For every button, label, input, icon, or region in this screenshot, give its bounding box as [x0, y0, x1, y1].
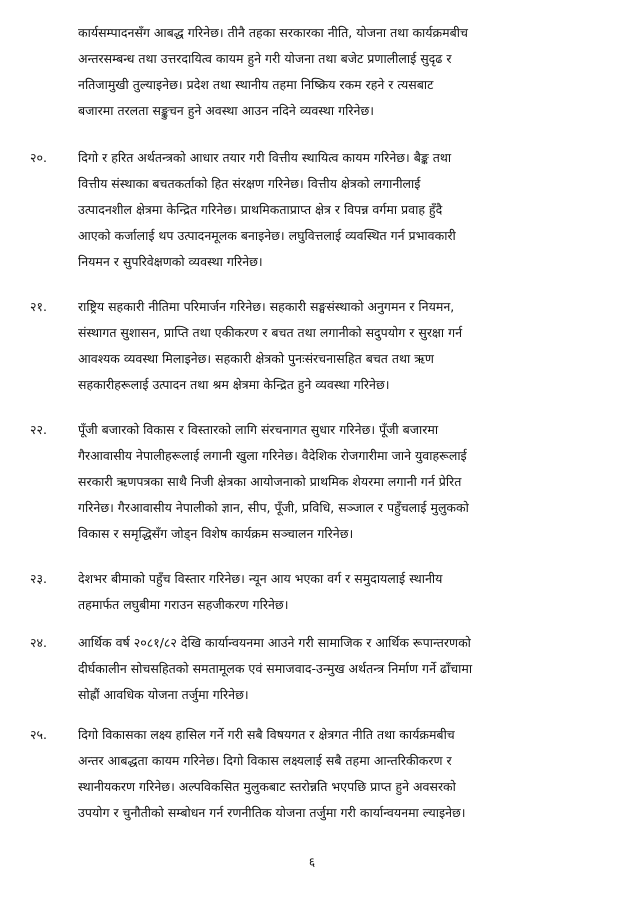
text-line: आवश्यक व्यवस्था मिलाइनेछ। सहकारी क्षेत्रको पुनःसंरचनासहित बचत तथा ऋण: [78, 351, 434, 366]
text-line: सहकारीहरूलाई उत्पादन तथा श्रम क्षेत्रमा केन्द्रित हुने व्यवस्था गरिनेछ।: [78, 377, 390, 392]
paragraph-22: [78, 417, 590, 547]
paragraph-number: २३.: [30, 571, 47, 586]
text-line: गरिनेछ। गैरआवासीय नेपालीको ज्ञान, सीप, पूँजी, प्रविधि, सञ्जाल र पहुँचलाई मुलुकको: [78, 500, 469, 515]
text-line: संस्थागत सुशासन, प्राप्ति तथा एकीकरण र बचत तथा लगानीको सदुपयोग र सुरक्षा गर्न: [78, 325, 463, 340]
paragraph-23: [78, 566, 590, 618]
text-line: स्थानीयकरण गरिनेछ। अल्पविकसित मुलुकबाट स्तरोन्नति भएपछि प्राप्त हुने अवसरको: [78, 779, 456, 794]
text-line: उत्पादनशील क्षेत्रमा केन्द्रित गरिनेछ। प्राथमिकताप्राप्त क्षेत्र र विपन्न वर्गमा प्रवाह हुँदै: [78, 202, 443, 217]
text-line: कार्यसम्पादनसँग आबद्ध गरिनेछ। तीनै तहका सरकारका नीति, योजना तथा कार्यक्रमबीच: [78, 25, 468, 40]
text-line: नतिजामुखी तुल्याइनेछ। प्रदेश तथा स्थानीय तहमा निष्क्रिय रकम रहने र त्यसबाट: [78, 77, 434, 92]
text-line: सरकारी ऋणपत्रका साथै निजी क्षेत्रका आयोजनाको प्राथमिक शेयरमा लगानी गर्न प्रेरित: [78, 474, 462, 489]
paragraph-20: [78, 145, 590, 275]
paragraph-24: [78, 630, 590, 708]
text-line: दीर्घकालीन सोचसहितको समतामूलक एवं समाजवाद-उन्मुख अर्थतन्त्र निर्माण गर्ने ढाँचामा: [78, 661, 473, 676]
page-number: ६: [308, 855, 316, 869]
text-line: दिगो विकासका लक्ष्य हासिल गर्ने गरी सबै विषयगत र क्षेत्रगत नीति तथा कार्यक्रमबीच: [78, 727, 455, 742]
text-line: बजारमा तरलता सङ्कुचन हुने अवस्था आउन नदिने व्यवस्था गरिनेछ।: [78, 103, 374, 118]
text-line: तहमार्फत लघुबीमा गराउन सहजीकरण गरिनेछ।: [78, 597, 289, 612]
text-line: देशभर बीमाको पहुँच विस्तार गरिनेछ। न्यून आय भएका वर्ग र समुदायलाई स्थानीय: [78, 571, 443, 586]
text-line: आर्थिक वर्ष २०८१/८२ देखि कार्यान्वयनमा आउने गरी सामाजिक र आर्थिक रूपान्तरणको: [78, 635, 471, 650]
paragraph-number: २१.: [30, 299, 47, 314]
text-line: उपयोग र चुनौतीको सम्बोधन गर्न रणनीतिक योजना तर्जुमा गरी कार्यान्वयनमा ल्याइनेछ।: [78, 805, 466, 820]
paragraph-continuation: [78, 20, 590, 124]
paragraph-number: २०.: [30, 150, 47, 165]
text-line: राष्ट्रिय सहकारी नीतिमा परिमार्जन गरिनेछ। सहकारी सङ्घसंस्थाको अनुगमन र नियमन,: [78, 299, 455, 314]
text-line: गैरआवासीय नेपालीहरूलाई लगानी खुला गरिनेछ। वैदेशिक रोजगारीमा जाने युवाहरूलाई: [78, 448, 467, 463]
text-line: विकास र समृद्धिसँग जोड्न विशेष कार्यक्रम सञ्चालन गरिनेछ।: [78, 526, 354, 541]
text-line: अन्तरसम्बन्ध तथा उत्तरदायित्व कायम हुने गरी योजना तथा बजेट प्रणालीलाई सुदृढ र: [78, 51, 452, 66]
paragraph-25: [78, 722, 590, 826]
text-line: वित्तीय संस्थाका बचतकर्ताको हित संरक्षण गरिनेछ। वित्तीय क्षेत्रको लगानीलाई: [78, 176, 421, 191]
text-line: सोह्रौं आवधिक योजना तर्जुमा गरिनेछ।: [78, 687, 249, 702]
paragraph-21: [78, 294, 590, 398]
paragraph-number: २२.: [30, 422, 47, 437]
paragraph-number: २४.: [30, 635, 47, 650]
text-line: दिगो र हरित अर्थतन्त्रको आधार तयार गरी वित्तीय स्थायित्व कायम गरिनेछ। बैङ्क तथा: [78, 150, 452, 165]
text-line: पूँजी बजारको विकास र विस्तारको लागि संरचनागत सुधार गरिनेछ। पूँजी बजारमा: [78, 422, 439, 437]
text-line: अन्तर आबद्धता कायम गरिनेछ। दिगो विकास लक्ष्यलाई सबै तहमा आन्तरिकीकरण र: [78, 753, 452, 768]
text-line: नियमन र सुपरिवेक्षणको व्यवस्था गरिनेछ।: [78, 254, 263, 269]
text-line: आएको कर्जालाई थप उत्पादनमूलक बनाइनेछ। लघुवित्तलाई व्यवस्थित गर्न प्रभावकारी: [78, 228, 456, 243]
paragraph-number: २५.: [30, 727, 47, 742]
